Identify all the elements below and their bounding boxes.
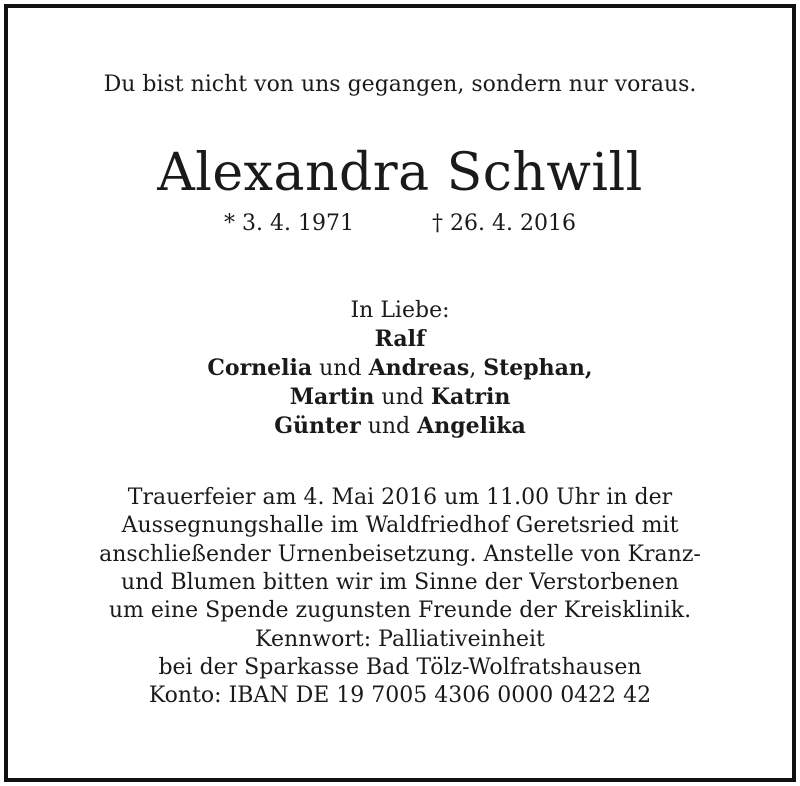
mourner-name: Cornelia	[207, 355, 313, 381]
notice-line: Konto: IBAN DE 19 7005 4306 0000 0422 42	[148, 683, 652, 708]
mourner-name: Katrin	[430, 384, 511, 410]
notice-line: Aussegnungshalle im Waldfriedhof Geretsried mit	[121, 513, 679, 538]
mourner-name: Ralf	[374, 326, 426, 352]
family-line-2	[0, 354, 800, 383]
notice-line: anschließender Urnenbeisetzung. Anstelle von Kranz-	[99, 542, 701, 567]
mourner-name: Andreas	[368, 355, 470, 381]
deceased-name: Alexandra Schwill	[157, 143, 643, 203]
conjunction: und	[374, 385, 431, 410]
notice-line: bei der Sparkasse Bad Tölz-Wolfratshausen	[158, 655, 642, 680]
family-line-1	[0, 325, 800, 354]
conjunction: und	[360, 414, 418, 439]
family-line-4	[0, 412, 800, 441]
notice-line: und Blumen bitten wir im Sinne der Verstorbenen	[121, 570, 679, 595]
mourner-name: Günter	[274, 413, 361, 439]
mourner-name: Stephan,	[483, 355, 593, 381]
mourner-name: Angelika	[417, 413, 526, 439]
birth-date: * 3. 4. 1971	[224, 211, 354, 236]
family-intro: In Liebe:	[350, 298, 450, 323]
life-dates	[0, 211, 800, 236]
separator: ,	[469, 356, 484, 381]
family-line-3	[0, 383, 800, 412]
mourner-name: Martin	[289, 384, 375, 410]
notice-line: Trauerfeier am 4. Mai 2016 um 11.00 Uhr in der	[127, 485, 673, 510]
notice-line: Kennwort: Palliativeinheit	[255, 627, 545, 652]
death-date: † 26. 4. 2016	[432, 211, 576, 236]
motto-line: Du bist nicht von uns gegangen, sondern nur voraus.	[103, 72, 697, 97]
conjunction: und	[312, 356, 369, 381]
notice-line: um eine Spende zugunsten Freunde der Kreisklinik.	[108, 598, 692, 623]
